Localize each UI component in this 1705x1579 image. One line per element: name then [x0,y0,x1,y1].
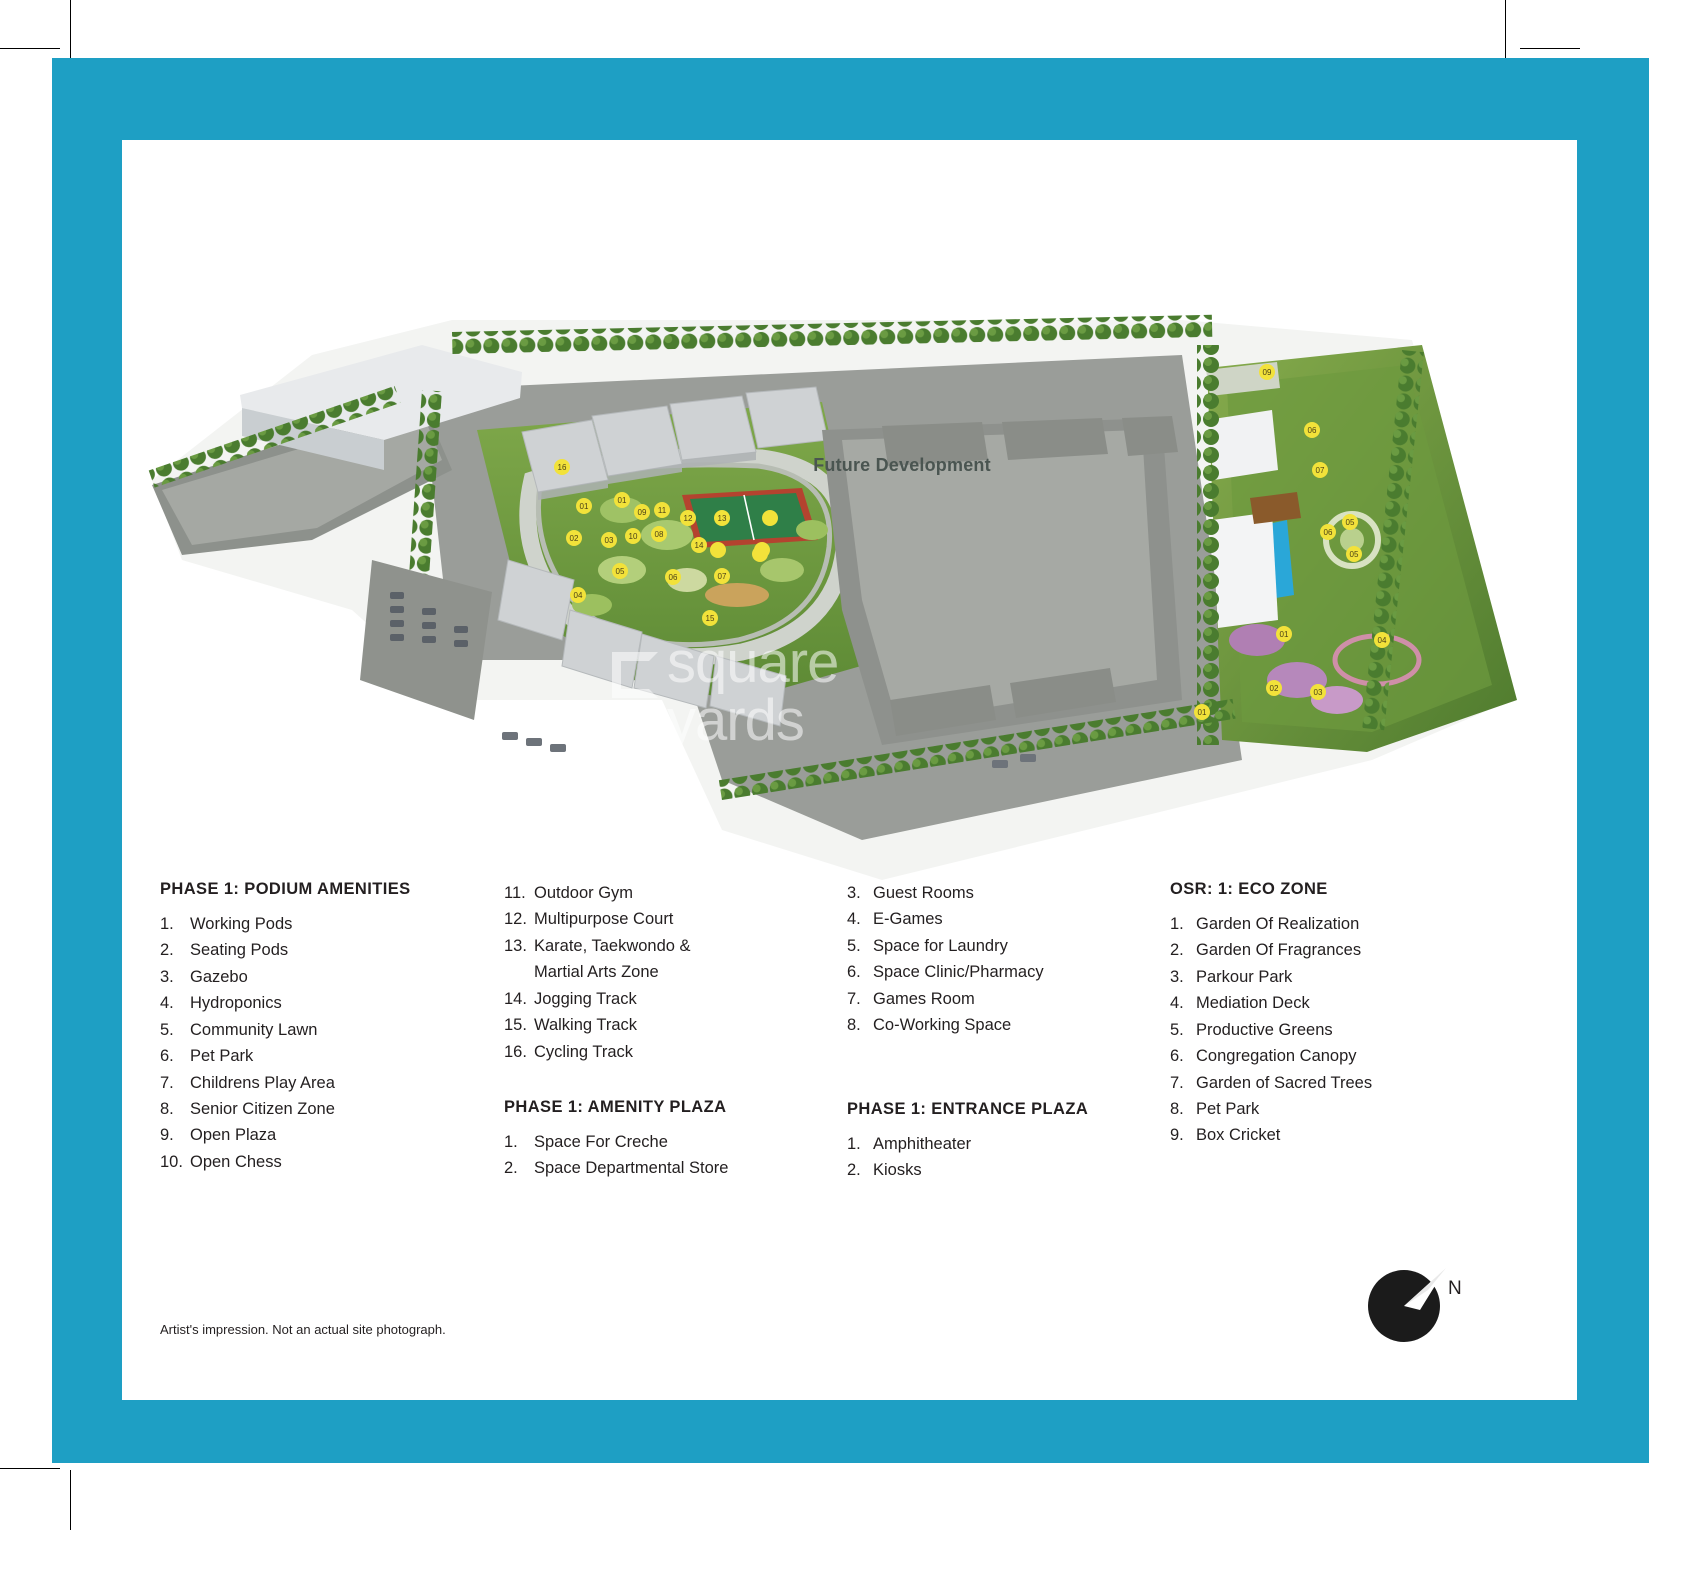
legend-item-number: 7. [1170,1073,1184,1092]
legend-item-label: Space Clinic/Pharmacy [873,963,1044,982]
svg-text:08: 08 [654,530,664,539]
list-item [160,1098,490,1121]
legend-item-label: Parkour Park [1196,967,1293,986]
legend-list-entrance-plaza [847,1133,1137,1183]
svg-text:06: 06 [1323,528,1333,537]
list-item [504,882,804,905]
legend-item-number: 13. [504,936,527,955]
legend-column-eco-zone [1170,880,1500,1151]
legend-item-number: 6. [847,963,861,982]
legend-item-number: 3. [847,884,861,902]
crop-mark-top-left-h [0,48,60,49]
poster-content [122,140,1577,1400]
watermark-line-1: square [667,630,839,695]
productive-greens [1229,624,1285,656]
crop-mark-top-right-v [1505,0,1506,60]
legend-item-label: Senior Citizen Zone [190,1099,335,1118]
legend-item-label: Walking Track [534,1016,637,1035]
legend-item-number: 4. [847,910,861,929]
watermark-line-2: yards [667,688,804,753]
list-item [847,882,1137,905]
crop-mark-top-left-v [70,0,71,60]
svg-text:12: 12 [683,514,693,523]
legend-item-number: 2. [160,941,174,960]
legend-item-label: Pet Park [1196,1099,1260,1118]
site-plan-illustration [122,140,1577,880]
legend-item-label: Congregation Canopy [1196,1047,1357,1066]
svg-text:06: 06 [1307,426,1317,435]
svg-text:03: 03 [1313,688,1323,697]
svg-text:01: 01 [1279,630,1289,639]
legend-item-label: Pet Park [190,1047,254,1066]
legend-list-amenity-plaza [504,1131,804,1181]
legend-item-label: Gazebo [190,967,248,986]
legend-item-label: Seating Pods [190,941,289,960]
legend-item-number: 9. [1170,1126,1184,1145]
legend-item-number: 7. [847,989,861,1008]
svg-text:10: 10 [628,532,638,541]
svg-text:02: 02 [569,534,579,543]
svg-text:02: 02 [1269,684,1279,693]
legend-item-number: 4. [160,994,174,1013]
legend-item-number: 6. [160,1047,174,1066]
list-item [1170,992,1500,1015]
legend-heading-amenity-plaza: PHASE 1: AMENITY PLAZA [504,1097,727,1116]
legend-item-number: 1. [504,1132,518,1151]
disclaimer-text: Artist's impression. Not an actual site photograph. [160,1322,446,1337]
list-item [1170,1019,1500,1042]
list-item [160,939,490,962]
list-item [847,908,1137,931]
crop-mark-top-right-h [1520,48,1580,49]
amenity-pod [760,558,804,582]
list-item [160,1072,490,1095]
legend-item-label: Box Cricket [1196,1126,1281,1145]
list-item [847,1014,1137,1037]
svg-text:05: 05 [1349,550,1359,559]
crop-mark-bottom-left-h [0,1468,60,1469]
legend-item-number: 14. [504,989,527,1008]
legend-column-amenity-plaza [504,880,804,1184]
svg-text:04: 04 [1377,636,1387,645]
legend-item-number: 4. [1170,994,1184,1013]
legend-item-number: 5. [847,936,861,955]
svg-text:07: 07 [717,572,727,581]
list-item [1170,1098,1500,1121]
legend-list-eco-zone [1170,913,1500,1148]
legend-item-label: Amphitheater [873,1134,972,1153]
legend-item-label: Mediation Deck [1196,994,1310,1013]
legend-item-label: Community Lawn [190,1020,318,1039]
legend-item-label: Garden of Sacred Trees [1196,1073,1373,1092]
legend-item-number: 5. [160,1020,174,1039]
legend-item-label: Multipurpose Court [534,910,674,929]
legend-item-number: 1. [1170,915,1184,933]
list-item [504,935,804,958]
legend-item-label: Space Departmental Store [534,1159,729,1178]
legend-list-podium-amenities [160,913,490,1174]
legend-heading-eco-zone: OSR: 1: ECO ZONE [1170,880,1328,898]
svg-text:05: 05 [1345,518,1355,527]
crop-mark-bottom-left-v [70,1470,71,1530]
legend-item-number: 8. [1170,1099,1184,1118]
legend-item-number: 2. [504,1159,518,1178]
svg-text:06: 06 [668,573,678,582]
svg-text:03: 03 [604,536,614,545]
legend-heading-podium-amenities: PHASE 1: PODIUM AMENITIES [160,880,411,898]
legend-item-label: Productive Greens [1196,1020,1333,1039]
svg-text:16: 16 [557,463,567,472]
svg-text:09: 09 [637,508,647,517]
legend-item-number: 1. [847,1134,861,1153]
legend-item-number: 15. [504,1016,527,1035]
list-item [1170,1124,1500,1147]
legend-item-label: Jogging Track [534,989,637,1008]
compass-north-label: N [1448,1278,1462,1299]
list-item [847,961,1137,984]
legend-item-label: Open Chess [190,1152,282,1171]
list-item [1170,966,1500,989]
svg-text:09: 09 [1262,368,1272,377]
future-development-label: Future Development [813,455,991,475]
list-item [160,1151,490,1174]
list-item [1170,1045,1500,1068]
svg-text:11: 11 [657,506,667,515]
poster-frame [52,58,1649,1463]
svg-text:04: 04 [573,591,583,600]
list-item [160,1045,490,1068]
legend-item-number: 3. [1170,967,1184,986]
clubhouse-building [1212,512,1278,628]
compass-rose-icon [1362,1260,1492,1350]
legend-item-number: 5. [1170,1020,1184,1039]
svg-text:01: 01 [1197,708,1207,717]
legend-item-label: Outdoor Gym [534,884,634,902]
legend-heading-entrance-plaza: PHASE 1: ENTRANCE PLAZA [847,1099,1089,1118]
legend-item-number: 2. [1170,941,1184,960]
legend-item-label: Open Plaza [190,1126,277,1145]
legend-item-number: 16. [504,1042,527,1061]
legend-item-number: 3. [160,967,174,986]
legend-column-entrance-plaza [847,880,1137,1185]
list-item [847,988,1137,1011]
svg-text:05: 05 [615,567,625,576]
list-item [504,1157,804,1180]
legend-list-podium-continued [504,882,804,1064]
list-item [1170,1072,1500,1095]
list-item [160,992,490,1015]
svg-text:07: 07 [1315,466,1325,475]
legend-item-number: 12. [504,910,527,929]
legend-item-label: Garden Of Realization [1196,915,1360,933]
legend-item-label: Space For Creche [534,1132,668,1151]
list-item [160,913,490,936]
legend-item-label: Karate, Taekwondo & [534,936,691,955]
legend-item-number: 7. [160,1073,174,1092]
legend-item-number: 6. [1170,1047,1184,1066]
svg-text:01: 01 [617,496,627,505]
legend-item-label: Co-Working Space [873,1016,1012,1035]
legend-item-label: Cycling Track [534,1042,634,1061]
legend-item-label: Kiosks [873,1160,922,1179]
list-item [847,1159,1137,1182]
list-item [160,1019,490,1042]
legend-item-number: 11. [504,884,526,902]
svg-text:14: 14 [694,541,704,550]
amenity-pod [705,583,769,607]
legend-item-number: 2. [847,1160,861,1179]
legend [122,880,1577,1300]
legend-item-label: Childrens Play Area [190,1073,335,1092]
legend-item-number: 10. [160,1152,183,1171]
svg-text:15: 15 [705,614,715,623]
legend-item-label-continued: Martial Arts Zone [534,963,659,982]
list-item [504,1041,804,1064]
legend-column-podium-amenities [160,880,490,1177]
list-item [504,1014,804,1037]
list-item [1170,913,1500,936]
list-item [160,966,490,989]
legend-item-number: 8. [847,1016,861,1035]
court-inner [690,493,810,542]
list-item [504,1131,804,1154]
list-item [1170,939,1500,962]
legend-item-number: 9. [160,1126,174,1145]
list-item [160,1124,490,1147]
legend-item-label: Space for Laundry [873,936,1008,955]
legend-list-amenity-plaza-continued [847,882,1137,1038]
legend-item-label: Working Pods [190,915,293,933]
legend-item-label: Guest Rooms [873,884,974,902]
list-item [847,935,1137,958]
legend-item-number: 1. [160,915,174,933]
legend-item-label: Games Room [873,989,975,1008]
legend-item-number: 8. [160,1099,174,1118]
svg-text:13: 13 [717,514,727,523]
list-item [504,908,804,931]
legend-item-label: E-Games [873,910,943,929]
list-item [847,1133,1137,1156]
legend-item-label: Hydroponics [190,994,282,1013]
list-item [504,988,804,1011]
site-plan-svg [122,140,1577,880]
amenity-pod [796,520,828,540]
compass [1362,1260,1492,1350]
svg-text:01: 01 [579,502,589,511]
legend-item-label: Garden Of Fragrances [1196,941,1362,960]
